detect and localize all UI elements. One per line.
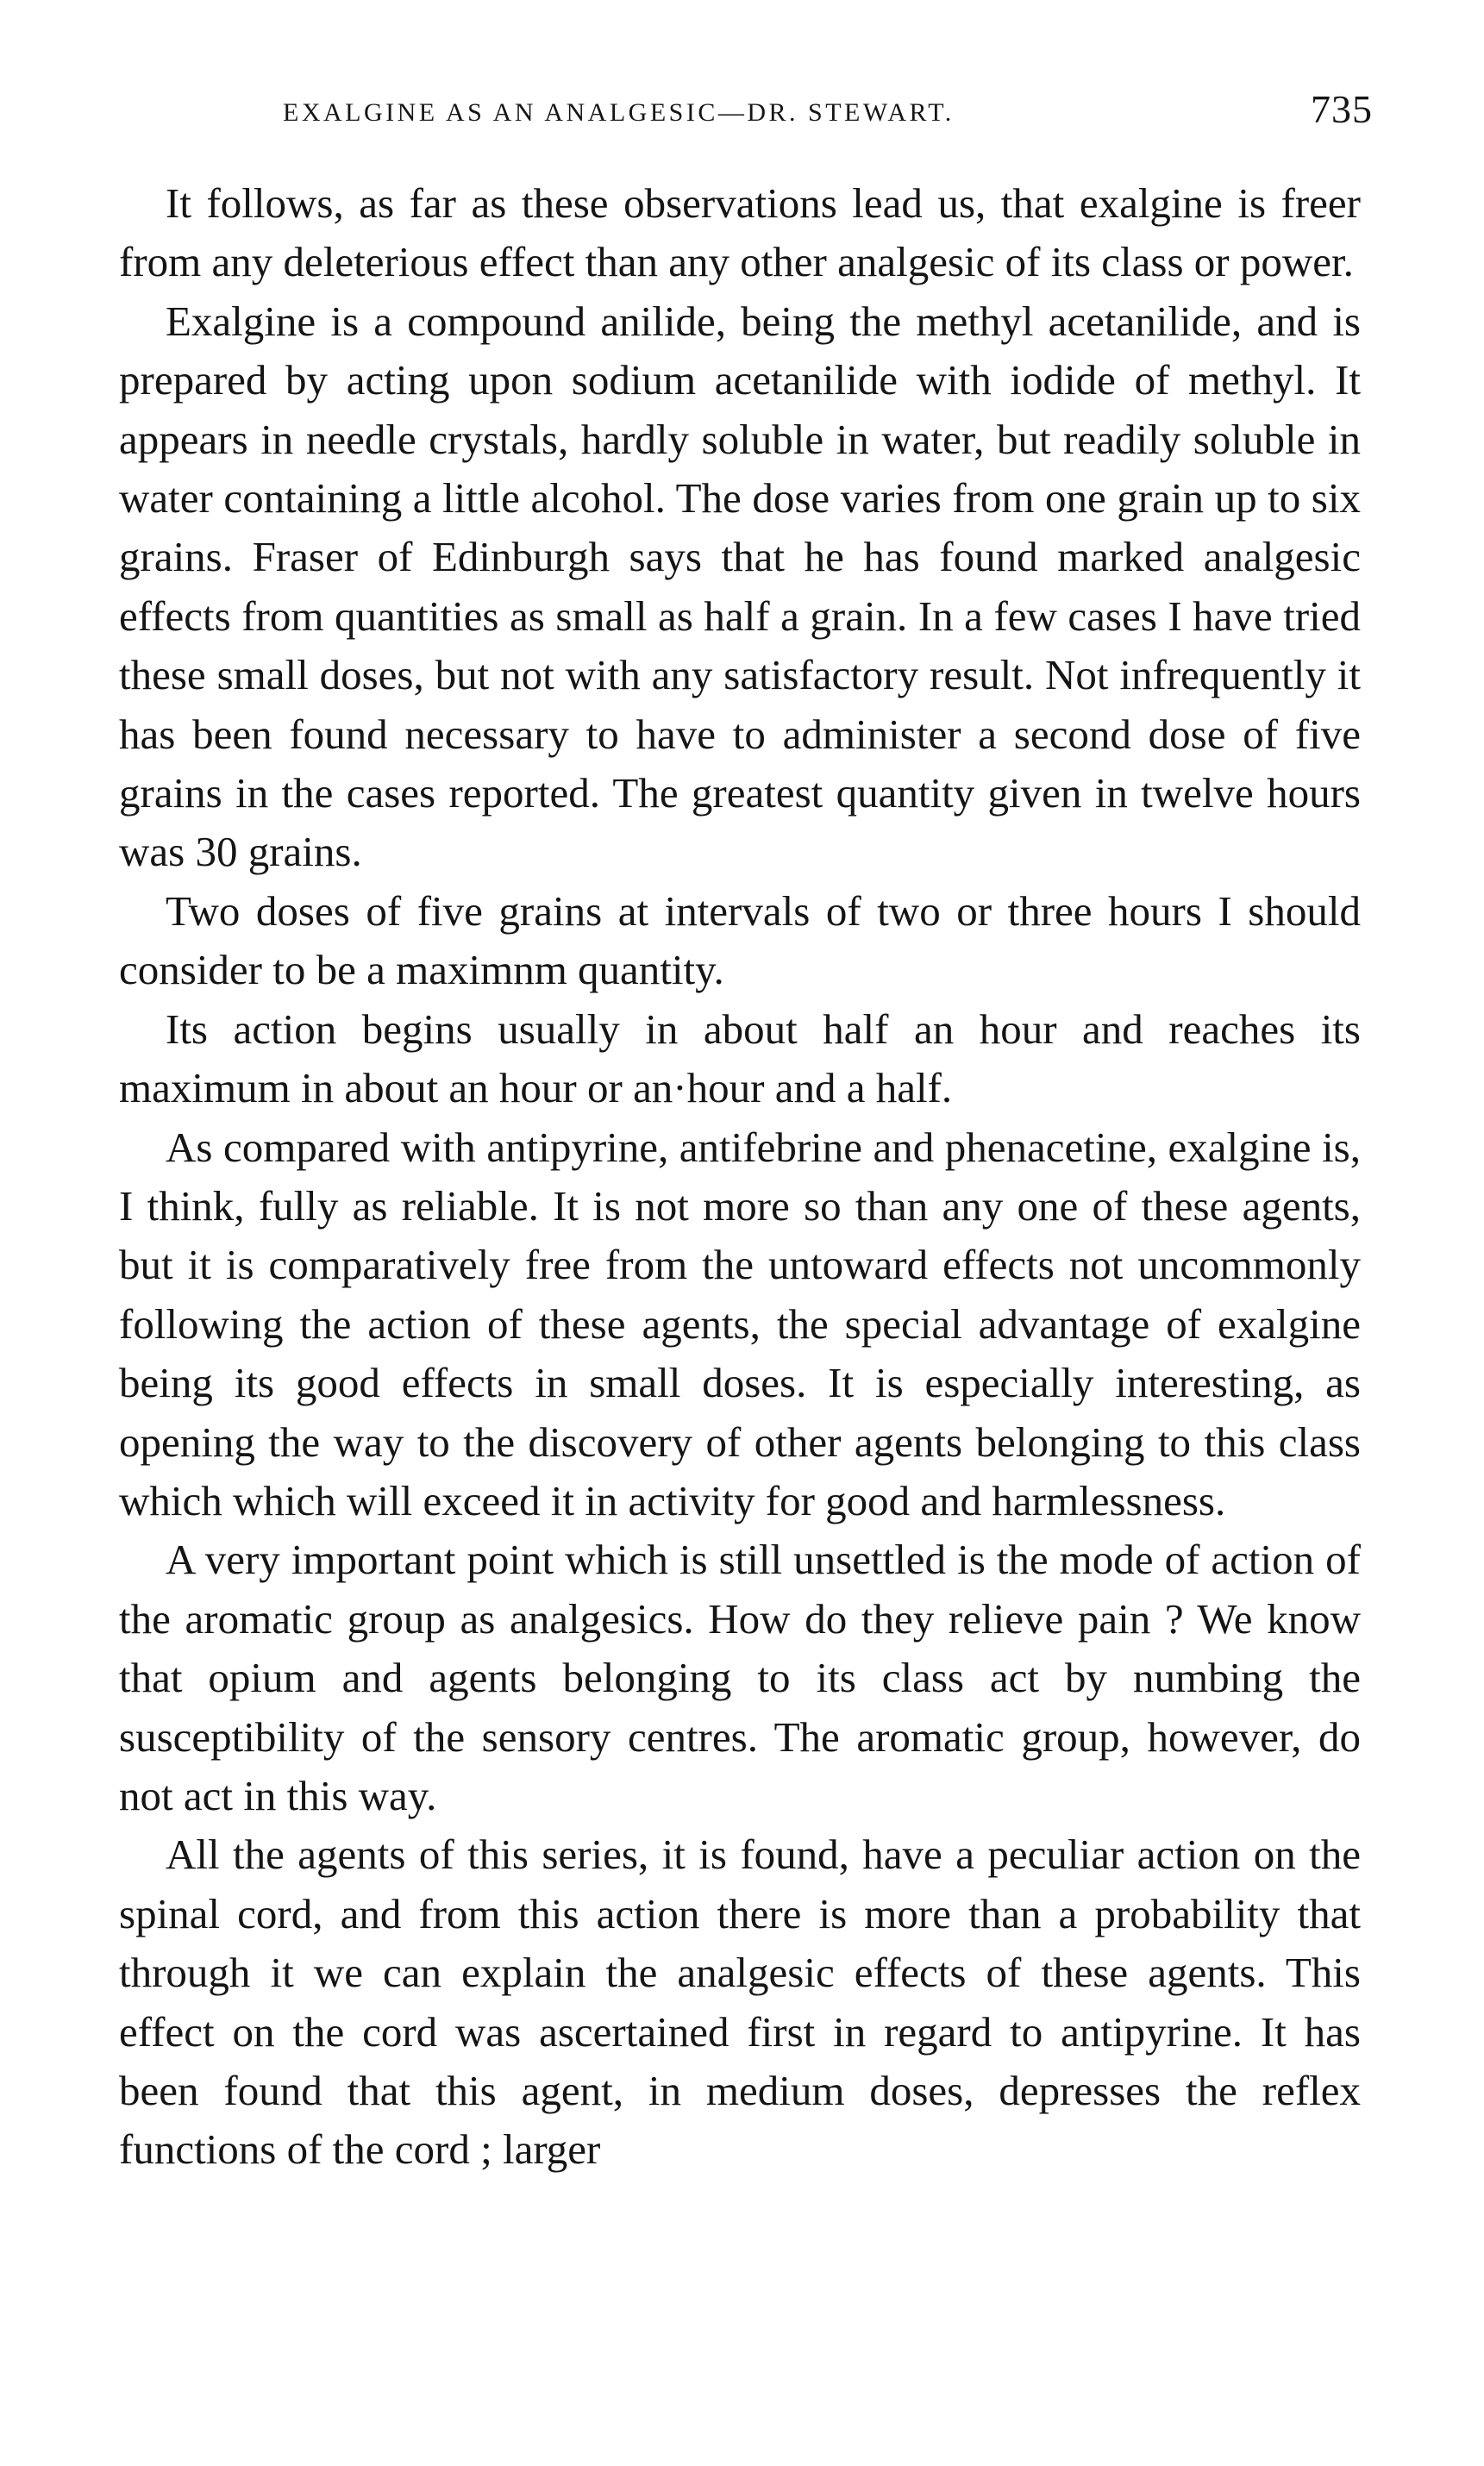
book-page bbox=[119, 86, 1373, 2180]
paragraph-5: As compared with antipyrine, antifebrine and phenacetine, exalgine is, I think, fully as reliable. It is not more so than any one of these agents, but it is comparatively free from the untoward effects not uncommonly following the action of these agents, the special advantage of exalgine being its good effects in small doses. It is especially interesting, as opening the way to the discovery of other agents belonging to this class which which will exceed it in activity for good and harmlessness. bbox=[119, 1123, 1361, 1524]
paragraph-3: Two doses of five grains at intervals of two or three hours I should consider to be a maximnm quantity. bbox=[119, 886, 1361, 994]
paragraph-4: Its action begins usually in about half an hour and reaches its maximum in about an hour or an·hour and a half. bbox=[119, 1005, 1361, 1112]
body-text bbox=[119, 174, 1361, 2180]
running-title: EXALGINE AS AN ANALGESIC—DR. STEWART. bbox=[283, 98, 955, 127]
page-number: 735 bbox=[1311, 87, 1373, 131]
paragraph-6: A very important point which is still unsettled is the mode of action of the aromatic group as analgesics. How do they relieve pain ? We know that opium and agents belonging to its class act by numbing the susceptibility of the sensory centres. The aromatic group, however, do not act in this way. bbox=[119, 1536, 1361, 1819]
paragraph-1: It follows, as far as these observations lead us, that exalgine is freer from any deleterious effect than any other analgesic of its class or power. bbox=[119, 179, 1361, 286]
paragraph-2: Exalgine is a compound anilide, being the methyl acetanilide, and is prepared by acting upon sodium acetanilide with iodide of methyl. It appears in needle crystals, hardly soluble in water, but readily soluble in water containing a little alcohol. The dose varies from one grain up to six grains. Fraser of Edinburgh says that he has found marked analgesic effects from quantities as small as half a grain. In a few cases I have tried these small doses, but not with any satisfactory result. Not infrequently it has been found necessary to have to administer a second dose of five grains in the cases reported. The greatest quantity given in twelve hours was 30 grains. bbox=[119, 297, 1361, 876]
running-head bbox=[119, 86, 1373, 155]
paragraph-7: All the agents of this series, it is found, have a peculiar action on the spinal cord, and from this action there is more than a probability that through it we can explain the analgesic effects of these agents. This effect on the cord was ascertained first in regard to antipyrine. It has been found that this agent, in medium doses, depresses the reflex functions of the cord ; larger bbox=[119, 1831, 1361, 2174]
